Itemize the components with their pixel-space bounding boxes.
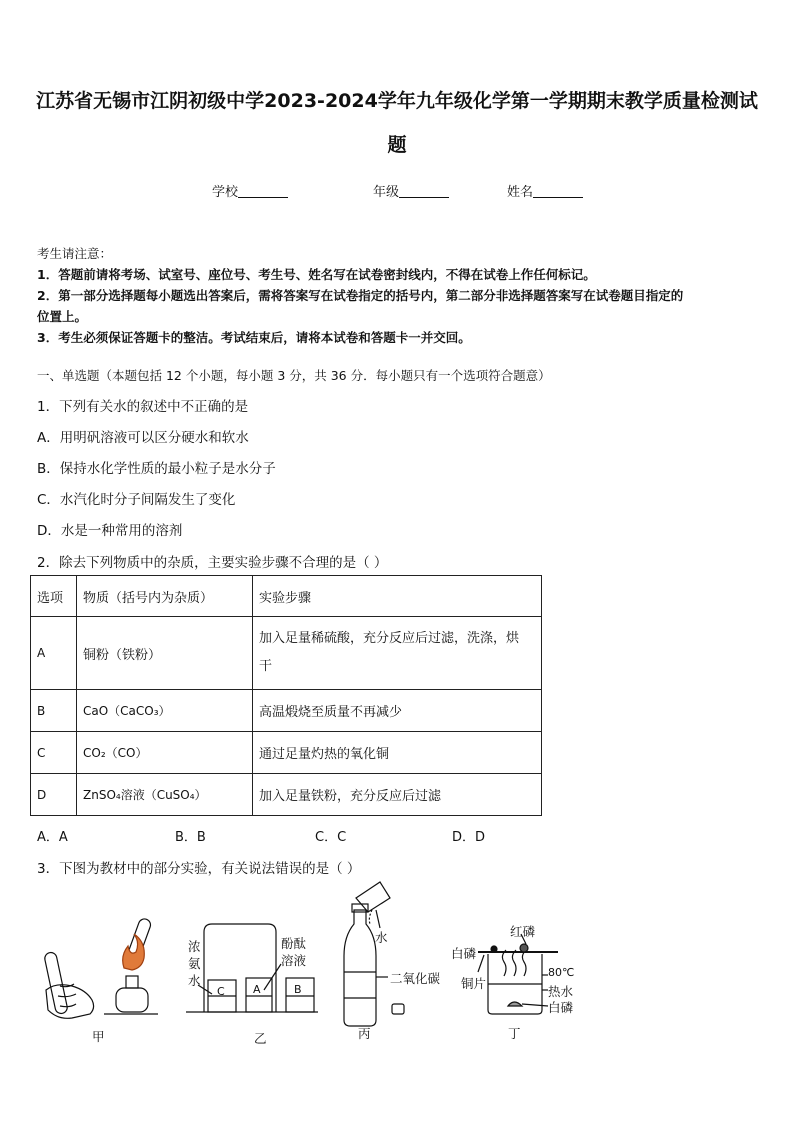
label-beaker-c: C [217, 985, 225, 998]
exam-title-line2: 题 [387, 134, 407, 156]
figure-bing-drawing [344, 882, 404, 1026]
figure-jia-drawing [44, 917, 158, 1018]
row-substance: CaO（CaCO₃） [77, 690, 253, 732]
name-label: 姓名 [507, 185, 534, 200]
table-header-row [31, 576, 542, 617]
label-phenolphthalein-2: 溶液 [281, 953, 307, 968]
label-water: 水 [375, 930, 388, 945]
school-field[interactable] [212, 181, 288, 200]
header-step: 实验步骤 [253, 576, 542, 617]
table-row [31, 617, 542, 690]
grade-blank[interactable] [399, 184, 449, 198]
row-step-line1: 加入足量稀硫酸，充分反应后过滤，洗涤，烘 [259, 631, 520, 646]
header-substance: 物质（括号内为杂质） [77, 576, 253, 617]
label-hot-water: 热水 [548, 984, 574, 999]
q2-table [30, 575, 542, 816]
question-1-stem: 1．下列有关水的叙述中不正确的是 [37, 399, 249, 415]
q2-answer-d[interactable]: D．D [452, 830, 486, 845]
label-beaker-b: B [294, 983, 302, 996]
label-yi: 乙 [254, 1031, 267, 1046]
q2-answer-b[interactable]: B．B [175, 830, 206, 845]
grade-field[interactable] [373, 181, 449, 200]
grade-label: 年级 [373, 185, 400, 200]
label-jia: 甲 [92, 1029, 105, 1044]
experiment-figure [0, 870, 794, 1040]
label-red-phosphorus: 红磷 [510, 924, 536, 939]
row-substance: 铜粉（铁粉） [77, 617, 253, 690]
row-option: B [31, 690, 77, 732]
label-white-phosphorus-2: 白磷 [548, 1000, 574, 1015]
row-option: C [31, 732, 77, 774]
question-2-stem: 2．除去下列物质中的杂质，主要实验步骤不合理的是（ ） [37, 555, 388, 571]
figure-ding-drawing [478, 934, 558, 1014]
label-beaker-a: A [253, 983, 261, 996]
q1-option-a[interactable]: A．用明矾溶液可以区分硬水和软水 [37, 430, 249, 446]
table-row [31, 774, 542, 816]
row-step-line2: 干 [259, 659, 273, 674]
note-item: 3．考生必须保证答题卡的整洁。考试结束后，请将本试卷和答题卡一并交回。 [37, 330, 471, 345]
header-option: 选项 [31, 576, 77, 617]
label-ammonia-3: 水 [188, 973, 201, 988]
q2-answer-a[interactable]: A．A [37, 830, 68, 845]
question-3-stem: 3．下图为教材中的部分实验，有关说法错误的是（ ） [37, 861, 361, 877]
exam-notes [37, 243, 762, 348]
name-field[interactable] [507, 181, 583, 200]
note-item: 2．第一部分选择题每小题选出答案后，需将答案写在试卷指定的括号内，第二部分非选择题答案写在试卷题目指定的 [37, 288, 684, 303]
label-bing: 丙 [358, 1026, 371, 1041]
note-item: 位置上。 [37, 309, 88, 324]
exam-title-line1: 江苏省无锡市江阴初级中学2023-2024学年九年级化学第一学期期末教学质量检测试 [36, 90, 758, 112]
q1-option-c[interactable]: C．水汽化时分子间隔发生了变化 [37, 492, 236, 508]
notes-heading: 考生请注意： [37, 246, 113, 261]
school-blank[interactable] [238, 184, 288, 198]
name-blank[interactable] [533, 184, 583, 198]
row-option: D [31, 774, 77, 816]
row-step: 加入足量铁粉，充分反应后过滤 [253, 774, 542, 816]
row-substance: ZnSO₄溶液（CuSO₄） [77, 774, 253, 816]
q1-option-b[interactable]: B．保持水化学性质的最小粒子是水分子 [37, 461, 276, 477]
q2-answer-c[interactable]: C．C [315, 830, 347, 845]
label-white-phosphorus: 白磷 [451, 946, 477, 961]
label-temperature: 80℃ [548, 966, 575, 979]
row-step: 通过足量灼热的氧化铜 [253, 732, 542, 774]
table-row [31, 732, 542, 774]
school-label: 学校 [212, 185, 239, 200]
label-ding: 丁 [508, 1026, 521, 1041]
row-step: 高温煅烧至质量不再减少 [253, 690, 542, 732]
label-phenolphthalein-1: 酚酞 [281, 936, 307, 951]
row-option: A [31, 617, 77, 690]
note-item: 1．答题前请将考场、试室号、座位号、考生号、姓名写在试卷密封线内，不得在试卷上作任何标记。 [37, 267, 596, 282]
label-ammonia-1: 浓 [188, 939, 201, 954]
section-heading: 一、单选题（本题包括 12 个小题，每小题 3 分，共 36 分．每小题只有一个选项符合题意） [37, 368, 551, 383]
row-step [253, 617, 542, 690]
row-substance: CO₂（CO） [77, 732, 253, 774]
label-copper-plate: 铜片 [461, 976, 487, 991]
label-co2: 二氧化碳 [390, 971, 441, 986]
table-row [31, 690, 542, 732]
label-ammonia-2: 氨 [188, 956, 201, 971]
q1-option-d[interactable]: D．水是一种常用的溶剂 [37, 523, 183, 539]
